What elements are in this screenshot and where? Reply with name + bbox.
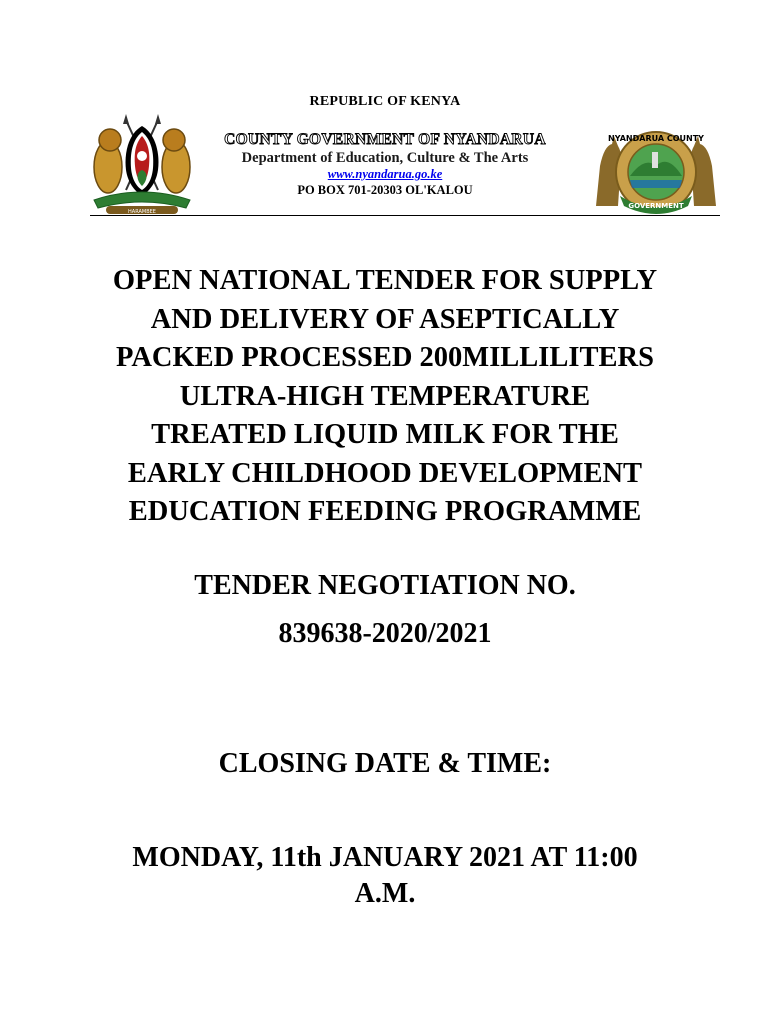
- tender-number: 839638-2020/2021: [278, 618, 492, 649]
- department-name: Department of Education, Culture & The Arts: [241, 150, 529, 166]
- header-divider: [90, 215, 720, 216]
- republic-heading: REPUBLIC OF KENYA: [309, 94, 461, 109]
- county-name: COUNTY GOVERNMENT OF NYANDARUA: [224, 131, 546, 148]
- title-line: AND DELIVERY OF ASEPTICALLY: [150, 303, 620, 335]
- tender-number-label: TENDER NEGOTIATION NO.: [194, 570, 576, 601]
- title-line: EDUCATION FEEDING PROGRAMME: [128, 496, 642, 527]
- title-line: PACKED PROCESSED 200MILLILITERS: [116, 342, 654, 373]
- nyandarua-county-seal-icon: [590, 126, 722, 218]
- tender-number-block: [0, 562, 770, 658]
- website-link[interactable]: www.nyandarua.go.ke: [327, 167, 443, 181]
- closing-datetime-line1: MONDAY, 11th JANUARY 2021 AT 11:00: [132, 842, 638, 873]
- closing-label: CLOSING DATE & TIME:: [218, 748, 552, 779]
- svg-text:NYANDARUA COUNTY: NYANDARUA COUNTY: [608, 134, 704, 143]
- title-line: OPEN NATIONAL TENDER FOR SUPPLY: [112, 265, 658, 296]
- title-line: EARLY CHILDHOOD DEVELOPMENT: [127, 457, 643, 489]
- postal-address: PO BOX 701-20303 OL'KALOU: [297, 183, 473, 197]
- closing-datetime-line2: A.M.: [354, 878, 416, 909]
- tender-title: [70, 262, 700, 532]
- title-line: TREATED LIQUID MILK FOR THE: [151, 419, 619, 450]
- svg-text:HARAMBEE: HARAMBEE: [128, 209, 156, 215]
- closing-datetime: [90, 840, 680, 912]
- title-line: ULTRA-HIGH TEMPERATURE: [179, 380, 591, 412]
- svg-text:GOVERNMENT: GOVERNMENT: [628, 202, 684, 210]
